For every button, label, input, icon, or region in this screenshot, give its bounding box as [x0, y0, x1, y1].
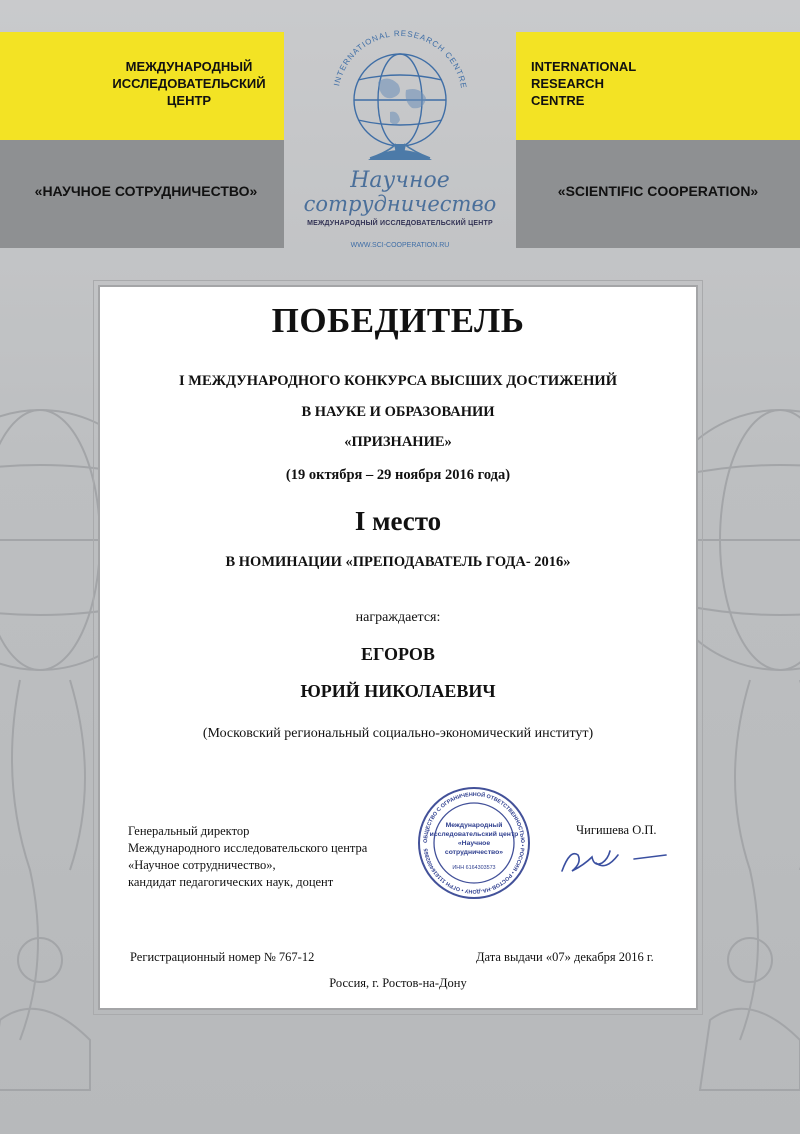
handwritten-signature-icon: [556, 841, 676, 881]
award-place: I место: [354, 506, 442, 536]
logo-name-line2: сотрудничество: [303, 192, 497, 216]
contest-name-line2: В НАУКЕ И ОБРАЗОВАНИИ: [301, 404, 495, 420]
certificate-panel: [98, 285, 698, 1010]
stamp-center-line1: Международный: [445, 822, 503, 829]
contest-name-line1: I МЕЖДУНАРОДНОГО КОНКУРСА ВЫСШИХ ДОСТИЖЕНИЙ: [179, 373, 617, 389]
signer-name: Чигишева О.П.: [576, 823, 657, 837]
registration-number: Регистрационный номер № 767-12: [130, 950, 315, 964]
stamp-center-line2: исследовательский центр: [429, 831, 519, 838]
svg-text:INTERNATIONAL RESEARCH CENTRE: [332, 29, 468, 90]
award-nomination: В НОМИНАЦИИ «ПРЕПОДАВАТЕЛЬ ГОДА- 2016»: [225, 554, 571, 570]
logo-name-line1: Научное: [350, 168, 450, 193]
globe-tree-logo-icon: [298, 20, 502, 170]
header-left-brand-ru: «НАУЧНОЕ СОТРУДНИЧЕСТВО»: [34, 183, 258, 199]
recipient-surname: ЕГОРОВ: [361, 644, 435, 664]
logo-arc-text: INTERNATIONAL RESEARCH CENTRE: [332, 28, 469, 90]
header-right-brand-en: «SCIENTIFIC COOPERATION»: [557, 183, 759, 199]
logo-subtitle: МЕЖДУНАРОДНЫЙ ИССЛЕДОВАТЕЛЬСКИЙ ЦЕНТР: [307, 220, 493, 227]
recipient-institution: (Московский региональный социально-экономический институт): [202, 726, 594, 741]
issue-date: Дата выдачи «07» декабря 2016 г.: [476, 950, 654, 964]
awarded-label: награждается:: [355, 610, 441, 625]
stamp-ring-text: ОБЩЕСТВО С ОГРАНИЧЕННОЙ ОТВЕТСТВЕННОСТЬЮ • РОССИЯ • РОСТОВ-НА-ДОНУ • ОГРН 1116164002865: [422, 791, 526, 895]
stamp-center-line4: сотрудничество»: [444, 849, 504, 856]
contest-dates: (19 октября – 29 ноября 2016 года): [285, 467, 511, 483]
official-stamp-icon: [416, 785, 532, 901]
contest-name-line3: «ПРИЗНАНИЕ»: [344, 434, 452, 450]
director-title-block: Генеральный директор Международного исследовательского центра «Научное сотрудничество», кандидат педагогических наук, доцент: [128, 824, 368, 889]
logo-website-url: WWW.SCI-COOPERATION.RU: [350, 242, 450, 249]
organization-logo: [298, 20, 502, 256]
certificate-title: ПОБЕДИТЕЛЬ: [271, 301, 525, 340]
stamp-inn: ИНН 6164303573: [452, 865, 496, 871]
header-left-org-name: МЕЖДУНАРОДНЫЙ ИССЛЕДОВАТЕЛЬСКИЙ ЦЕНТР: [112, 59, 266, 108]
stamp-center-line3: «Научное: [457, 840, 491, 847]
recipient-given-names: ЮРИЙ НИКОЛАЕВИЧ: [300, 681, 496, 701]
header-right-org-name: INTERNATIONAL RESEARCH CENTRE: [531, 59, 637, 108]
issue-city: Россия, г. Ростов-на-Дону: [329, 976, 467, 990]
